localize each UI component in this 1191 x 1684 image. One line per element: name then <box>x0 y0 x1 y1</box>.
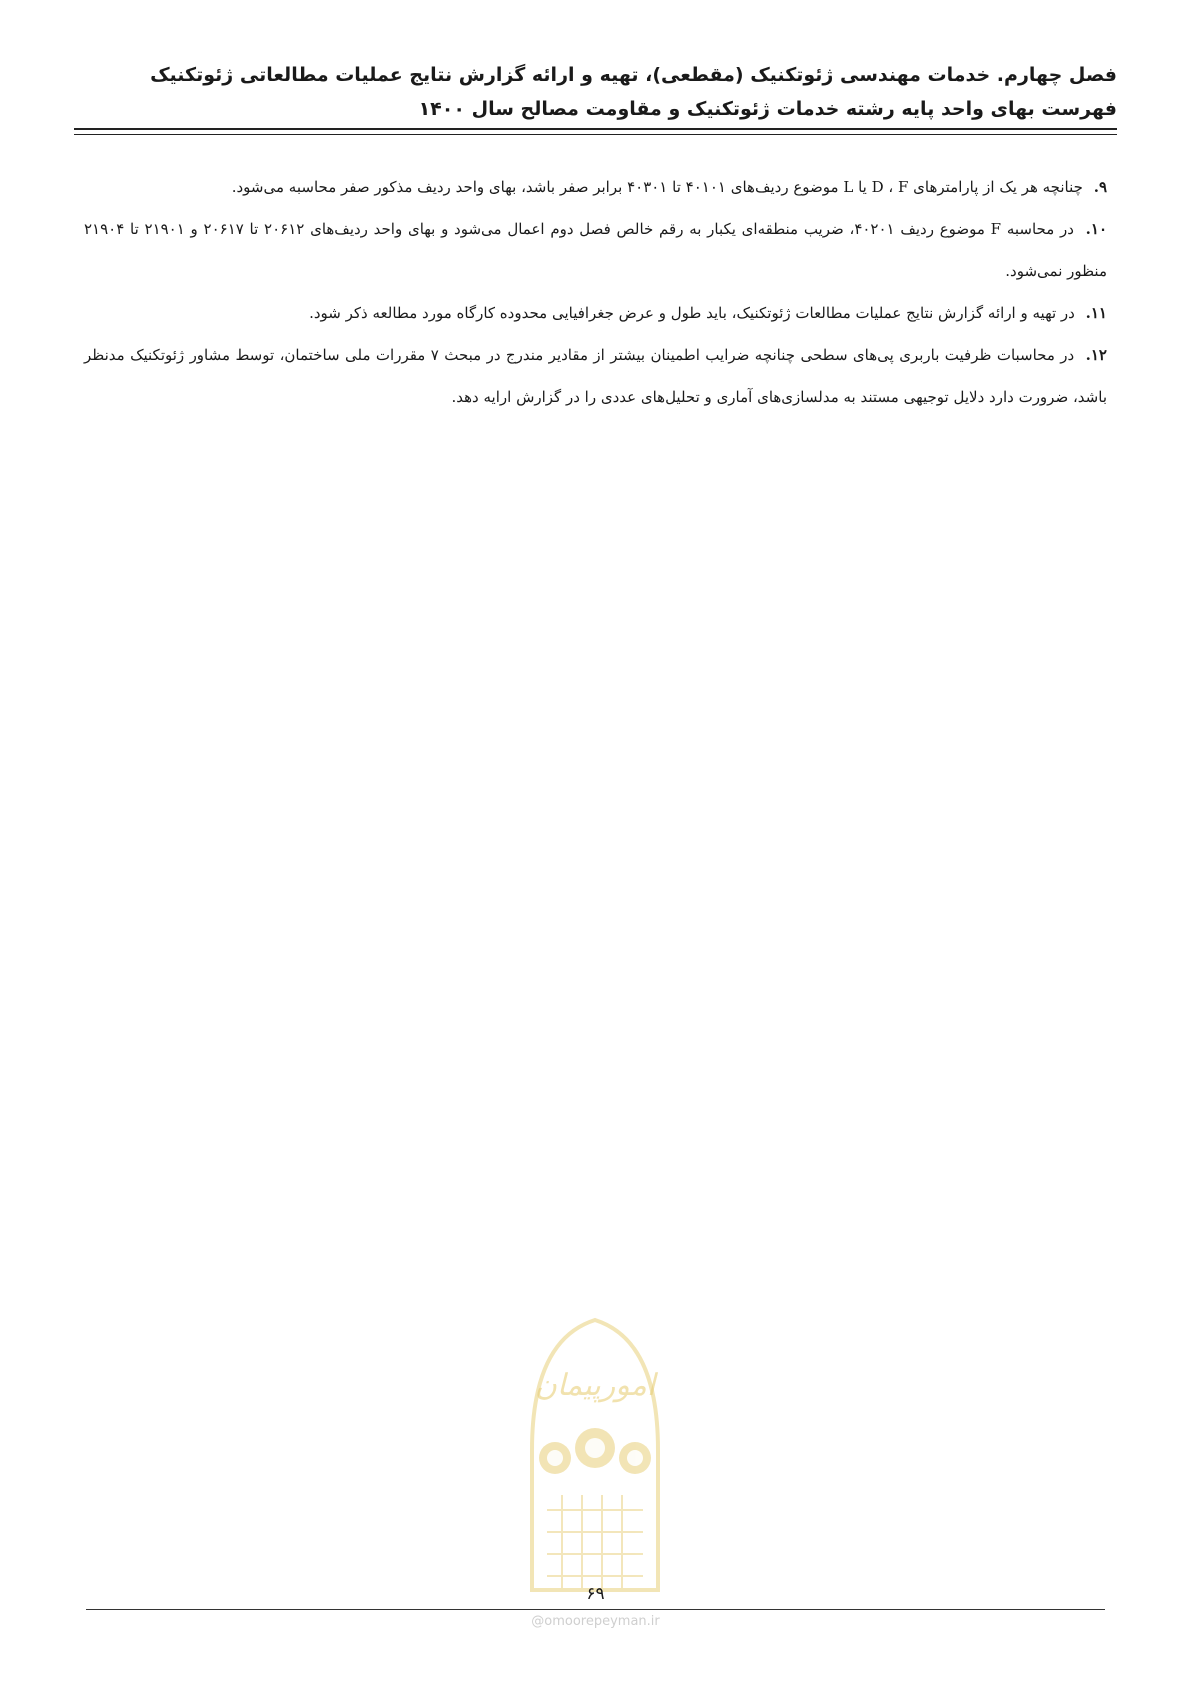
watermark-grid-vertical <box>562 1495 622 1588</box>
watermark-logo <box>492 1300 698 1600</box>
page-header <box>74 58 1117 126</box>
price-list-title: فهرست بهای واحد پایه رشته خدمات ژئوتکنیک و مقاومت مصالح سال ۱۴۰۰ <box>418 98 1117 120</box>
footer-divider <box>86 1609 1105 1610</box>
note-paragraph-10 <box>84 208 1107 292</box>
header-divider-thick <box>74 128 1117 130</box>
note-text: در محاسبات ظرفیت باربری پی‌های سطحی چنانچه ضرایب اطمینان بیشتر از مقادیر مندرج در مبحث ۷ مقررات ملی ساختمان، توسط مشاور ژئوتکنیک مدنظر باشد، ضرورت دارد دلایل توجیهی مستند به مدلسازی‌های آماری و تحلیل‌های عددی را در گزارش ارایه دهد. <box>84 346 1107 406</box>
note-number: ۱۲. <box>1085 346 1107 364</box>
scales-icon <box>547 1450 563 1466</box>
note-paragraph-9 <box>84 166 1107 208</box>
note-paragraph-12 <box>84 334 1107 418</box>
watermark-logo-lettering: امورپیمان <box>534 1368 656 1403</box>
note-number: ۱۱. <box>1085 304 1107 322</box>
note-text: در تهیه و ارائه گزارش نتایج عملیات مطالعات ژئوتکنیک، باید طول و عرض جغرافیایی محدوده کارگاه مورد مطالعه ذکر شود. <box>309 304 1075 322</box>
note-text: چنانچه هر یک از پارامترهای D ، F یا L موضوع ردیف‌های ۴۰۱۰۱ تا ۴۰۳۰۱ برابر صفر باشد، بهای واحد ردیف مذکور صفر محاسبه می‌شود. <box>231 178 1083 196</box>
page-number: ۶۹ <box>586 1584 605 1604</box>
notes-body <box>84 166 1107 418</box>
people-icon <box>585 1438 605 1458</box>
chapter-title: فصل چهارم. خدمات مهندسی ژئوتکنیک (مقطعی)، تهیه و ارائه گزارش نتایج عملیات مطالعاتی ژئوتکنیک <box>150 64 1117 86</box>
note-text: در محاسبه F موضوع ردیف ۴۰۲۰۱، ضریب منطقه‌ای یکبار به رقم خالص فصل دوم اعمال می‌شود و بهای واحد ردیف‌های ۲۰۶۱۲ تا ۲۰۶۱۷ و ۲۱۹۰۱ تا ۲۱۹۰۴ منظور نمی‌شود. <box>84 220 1107 280</box>
note-number: ۱۰. <box>1085 220 1108 238</box>
header-divider-thin <box>74 134 1117 135</box>
watermark-logo-graphic <box>492 1300 698 1600</box>
house-icon <box>627 1450 643 1466</box>
note-paragraph-11 <box>84 292 1107 334</box>
watermark-url: @omoorepeyman.ir <box>531 1614 660 1629</box>
note-number: ۹. <box>1093 178 1107 196</box>
